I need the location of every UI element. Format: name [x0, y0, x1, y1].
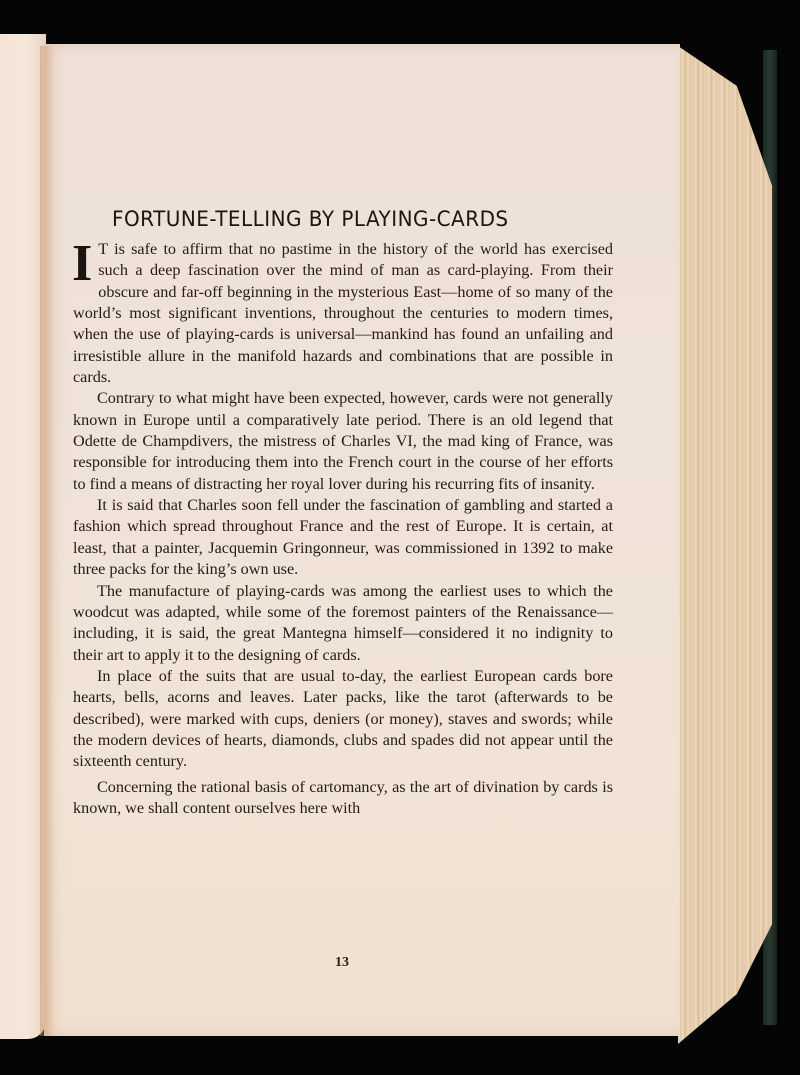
paragraph-1: I T is safe to affirm that no pastime in the history of the world has exercised such a deep fascination over the mind of man as card-playing. From their obscure and far-off beginning in the mysterious East—home of so many of the world’s most significant inventions, throughout the centuries to modern times, when the use of playing-cards is universal—mankind has found an unfailing and irresistible allure in the manifold hazards and combinations that are possible in cards.: [72, 235, 613, 387]
page-number: 13: [335, 955, 349, 970]
paragraph-2: Contrary to what might have been expected, however, cards were not generally known in Europe until a comparatively late period. There is an old legend that Odette de Champdivers, the mistress of Charles VI, the mad king of France, was responsible for introducing them into the French court in the course of her efforts to find a means of distracting her royal lover during his recurring fits of insanity.: [73, 389, 613, 493]
paragraph-4: The manufacture of playing-cards was among the earliest uses to which the woodcut was adapted, while some of the foremost painters of the Renaissance—including, it is said, the great Mantegna himself—considered it no indignity to their art to apply it to the designing of cards.: [73, 581, 613, 664]
page-block-edges: [678, 46, 776, 1044]
body-text: [72, 235, 613, 819]
paragraph-5: In place of the suits that are usual to-day, the earliest European cards bore hearts, bells, acorns and leaves. Later packs, like the tarot (afterwards to be described), were marked with cups, deniers (or money), staves and swords; while the modern devices of hearts, diamonds, clubs and spades did not appear until the sixteenth century.: [73, 666, 613, 771]
paragraph-3: It is said that Charles soon fell under the fascination of gambling and started a fashion which spread throughout France and the rest of Europe. It is certain, at least, that a painter, Jacquemin Gringonneur, was commissioned in 1392 to make three packs for the king’s own use.: [73, 496, 613, 579]
chapter-title: FORTUNE-TELLING BY PLAYING-CARDS: [112, 207, 509, 232]
gutter-shadow: [40, 46, 54, 1036]
paragraph-6: Concerning the rational basis of cartomancy, as the art of divination by cards is known, we shall content ourselves here with: [73, 777, 613, 817]
drop-cap: I: [72, 235, 93, 292]
